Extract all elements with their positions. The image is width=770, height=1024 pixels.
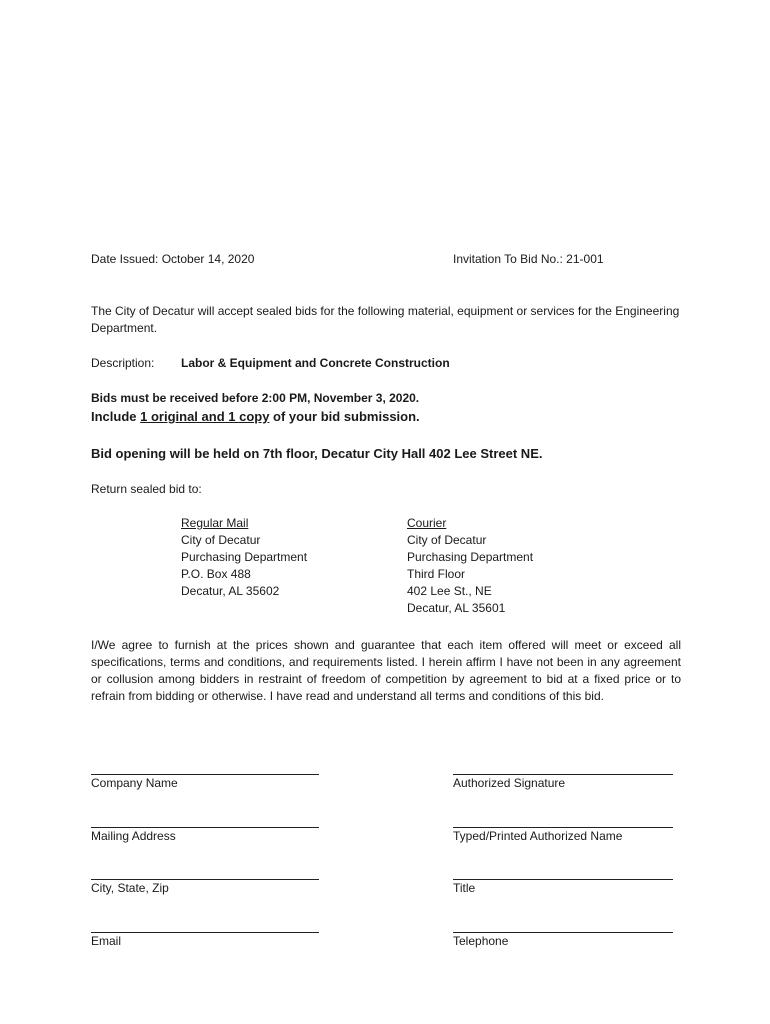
signature-line[interactable] — [453, 757, 673, 775]
field-label: Title — [453, 881, 476, 895]
title-field[interactable] — [453, 862, 673, 897]
field-label: Typed/Printed Authorized Name — [453, 829, 623, 843]
authorized-signature-field[interactable] — [453, 757, 673, 792]
field-label: City, State, Zip — [91, 881, 169, 895]
signature-line[interactable] — [91, 915, 319, 933]
mailing-address-field[interactable] — [91, 810, 319, 845]
email-field[interactable] — [91, 915, 319, 950]
signature-line[interactable] — [91, 862, 319, 880]
deadline-text: Bids must be received before 2:00 PM, November 3, 2020. — [91, 391, 420, 405]
regular-mail-heading: Regular Mail — [181, 516, 249, 530]
address-line: Purchasing Department — [181, 550, 308, 564]
signature-line[interactable] — [91, 810, 319, 828]
include-suffix: of your bid submission. — [269, 409, 420, 424]
address-line: Decatur, AL 35602 — [181, 584, 280, 598]
return-label: Return sealed bid to: — [91, 482, 202, 496]
address-line: City of Decatur — [407, 533, 487, 547]
field-label: Mailing Address — [91, 829, 176, 843]
intro-paragraph: The City of Decatur will accept sealed bids for the following material, equipment or services for the Engineering Department. — [91, 304, 680, 335]
field-label: Company Name — [91, 776, 178, 790]
description-value: Labor & Equipment and Concrete Construction — [181, 356, 450, 370]
field-label: Authorized Signature — [453, 776, 566, 790]
printed-name-field[interactable] — [453, 810, 673, 845]
description-label: Description: — [91, 356, 155, 370]
signature-line[interactable] — [91, 757, 319, 775]
include-prefix: Include — [91, 409, 141, 424]
signature-line[interactable] — [453, 810, 673, 828]
address-line: 402 Lee St., NE — [407, 584, 492, 598]
address-line: Purchasing Department — [407, 550, 534, 564]
telephone-field[interactable] — [453, 915, 673, 950]
bid-opening: Bid opening will be held on 7th floor, Decatur City Hall 402 Lee Street NE. — [91, 446, 543, 461]
field-label: Telephone — [453, 934, 509, 948]
field-label: Email — [91, 934, 122, 948]
address-line: P.O. Box 488 — [181, 567, 251, 581]
address-line: Decatur, AL 35601 — [407, 601, 506, 615]
courier-address — [407, 515, 533, 617]
regular-mail-address — [181, 515, 307, 600]
agreement-paragraph: I/We agree to furnish at the prices shown and guarantee that each item offered will meet or exceed all specifications, terms and conditions, and requirements listed. I herein affirm I have not been in any agreement or collusion among bidders in restraint of freedom of competition by agreement to bid at a fixed price or to refrain from bidding or otherwise. I have read and understand all terms and conditions of this bid. — [91, 638, 681, 703]
city-state-zip-field[interactable] — [91, 862, 319, 897]
signature-line[interactable] — [453, 915, 673, 933]
address-line: Third Floor — [407, 567, 466, 581]
courier-heading: Courier — [407, 516, 447, 530]
company-name-field[interactable] — [91, 757, 319, 792]
bid-number: Invitation To Bid No.: 21-001 — [453, 252, 604, 266]
address-line: City of Decatur — [181, 533, 261, 547]
signature-line[interactable] — [453, 862, 673, 880]
include-line — [91, 408, 420, 425]
date-issued: Date Issued: October 14, 2020 — [91, 252, 255, 266]
include-underlined: 1 original and 1 copy — [140, 409, 270, 424]
